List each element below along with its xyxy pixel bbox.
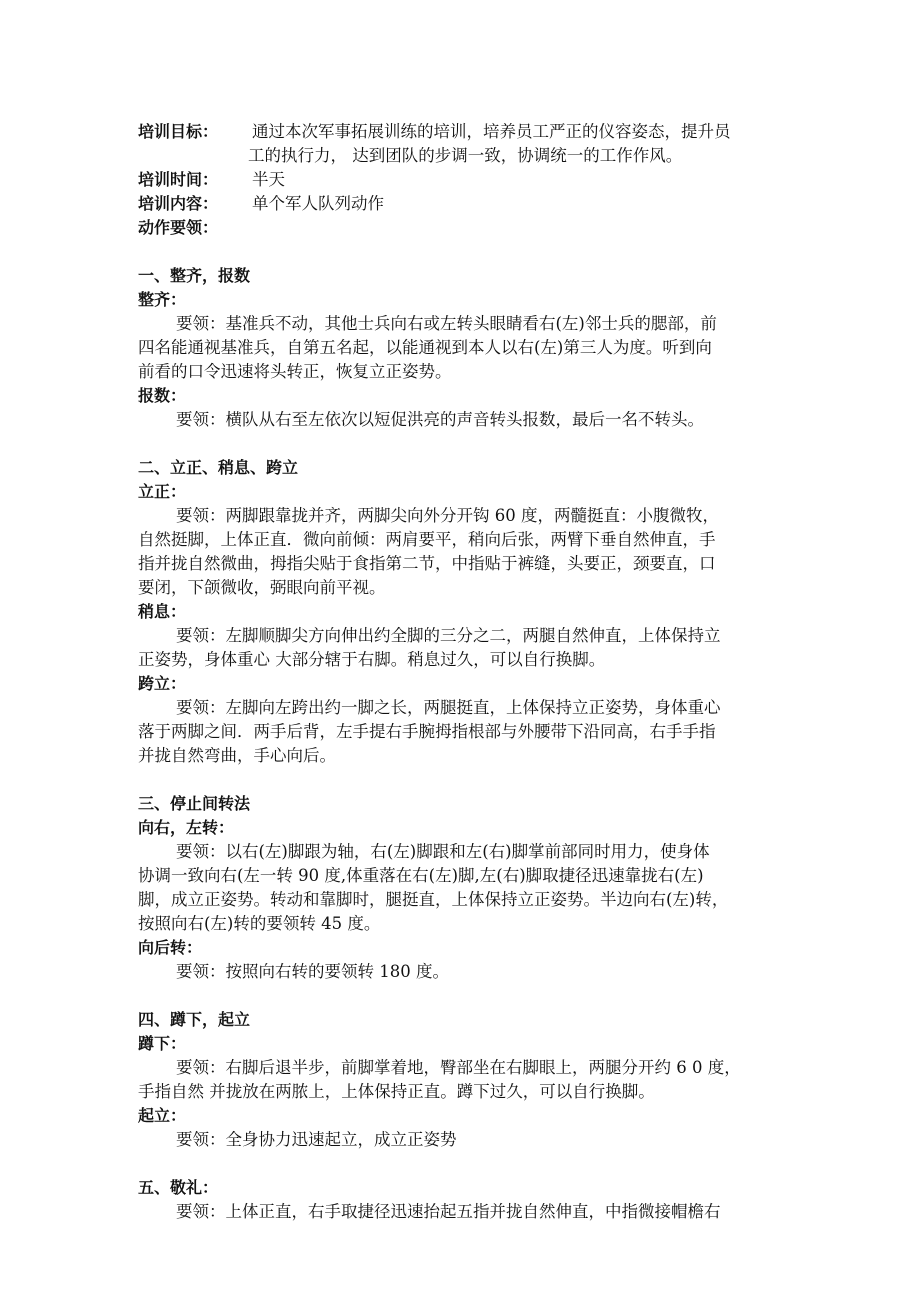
section-2-sub-at-ease: 稍息： [138,602,187,621]
section-1-title: 一、整齐，报数 [138,266,251,285]
essentials-label: 动作要领： [138,218,219,237]
section-3-turn-line-2: 协调一致向右(左一转 90 度,体重落在右(左)脚,左(右)脚取捷径迅速靠拢右(左) [138,866,704,885]
section-5-salute-line-1: 要领：上体正直，右手取捷径迅速抬起五指并拢自然伸直，中指微接帽檐右 [176,1202,721,1221]
section-4-sub-stand: 起立： [138,1106,187,1125]
section-2-at-ease-line-1: 要领：左脚顺脚尖方向伸出约全脚的三分之二，两腿自然伸直，上体保持立 [176,626,721,645]
goal-label: 培训目标： [138,122,219,141]
section-3-title: 三、停止间转法 [138,794,251,813]
section-2-attention-line-1: 要领：两脚跟靠拢并齐，两脚尖向外分开钩 60 度，两髓挺直：小腹微牧， [176,506,719,525]
content-label: 培训内容： [138,194,219,213]
section-5-title: 五、敬礼： [138,1178,219,1197]
section-4-squat-line-2: 手指自然 并拢放在两脓上，上体保持正直。蹲下过久，可以自行换脚。 [138,1082,655,1101]
section-1-sub-count: 报数： [138,386,187,405]
section-1-count-line-1: 要领：横队从右至左依次以短促洪亮的声音转头报数，最后一名不转头。 [176,410,704,429]
section-3-turn-line-1: 要领：以右(左)脚跟为轴，右(左)脚跟和左(右)脚掌前部同时用力，使身体 [176,842,710,861]
section-4-sub-squat: 蹲下： [138,1034,187,1053]
section-4-squat-line-1: 要领：右脚后退半步，前脚掌着地，臀部坐在右脚眼上，两腿分开约 6 0 度， [176,1058,741,1077]
time-value: 半天 [252,170,285,189]
section-4-title: 四、蹲下，起立 [138,1010,251,1029]
section-2-attention-line-2: 自然挺脚，上体正直．微向前倾：两肩要平，稍向后张，两臂下垂自然伸直，手 [138,530,716,549]
section-2-title: 二、立正、稍息、跨立 [138,458,299,477]
goal-text-line-2: 工的执行力， 达到团队的步调一致，协调统一的工作作风。 [248,146,683,165]
section-1-sub-align: 整齐： [138,290,187,309]
section-2-attention-line-3: 指并拢自然微曲，拇指尖贴于食指第二节，中指贴于裤缝，头要正，颈要直，口 [138,554,716,573]
section-2-sub-attention: 立正： [138,482,187,501]
section-2-parade-rest-line-1: 要领：左脚向左跨出约一脚之长，两腿挺直，上体保持立正姿势，身体重心 [176,698,721,717]
section-3-about-face-line-1: 要领：按照向右转的要领转 180 度。 [176,962,449,981]
content-value: 单个军人队列动作 [252,194,384,213]
section-1-align-line-1: 要领：基准兵不动，其他士兵向右或左转头眼睛看右(左)邻士兵的腮部，前 [176,314,717,333]
section-3-turn-line-3: 脚，成立正姿势。转动和靠脚时，腿挺直，上体保持立正姿势。半边向右(左)转， [138,890,729,909]
section-2-parade-rest-line-2: 落于两脚之间．两手后背，左手提右手腕拇指根部与外腰带下沿同高，右手手指 [138,722,716,741]
goal-text-line-1: 通过本次军事拓展训练的培训，培养员工严正的仪容姿态，提升员 [252,122,731,141]
section-3-sub-turn: 向右，左转： [138,818,235,837]
section-3-sub-about-face: 向后转： [138,938,203,957]
section-2-at-ease-line-2: 正姿势，身体重心 大部分辖于右脚。稍息过久，可以自行换脚。 [138,650,606,669]
section-1-align-line-2: 四名能通视基准兵，自第五名起，以能通视到本人以右(左)第三人为度。听到向 [138,338,712,357]
section-4-stand-line-1: 要领：全身协力迅速起立，成立正姿势 [176,1130,457,1149]
section-3-turn-line-4: 按照向右(左)转的要领转 45 度。 [138,914,381,933]
section-2-parade-rest-line-3: 并拢自然弯曲，手心向后。 [138,746,336,765]
section-1-align-line-3: 前看的口令迅速将头转正，恢复立正姿势。 [138,362,452,381]
section-2-sub-parade-rest: 跨立： [138,674,187,693]
section-2-attention-line-4: 要闭，下颌微收，弼眼向前平视。 [138,578,386,597]
time-label: 培训时间： [138,170,219,189]
